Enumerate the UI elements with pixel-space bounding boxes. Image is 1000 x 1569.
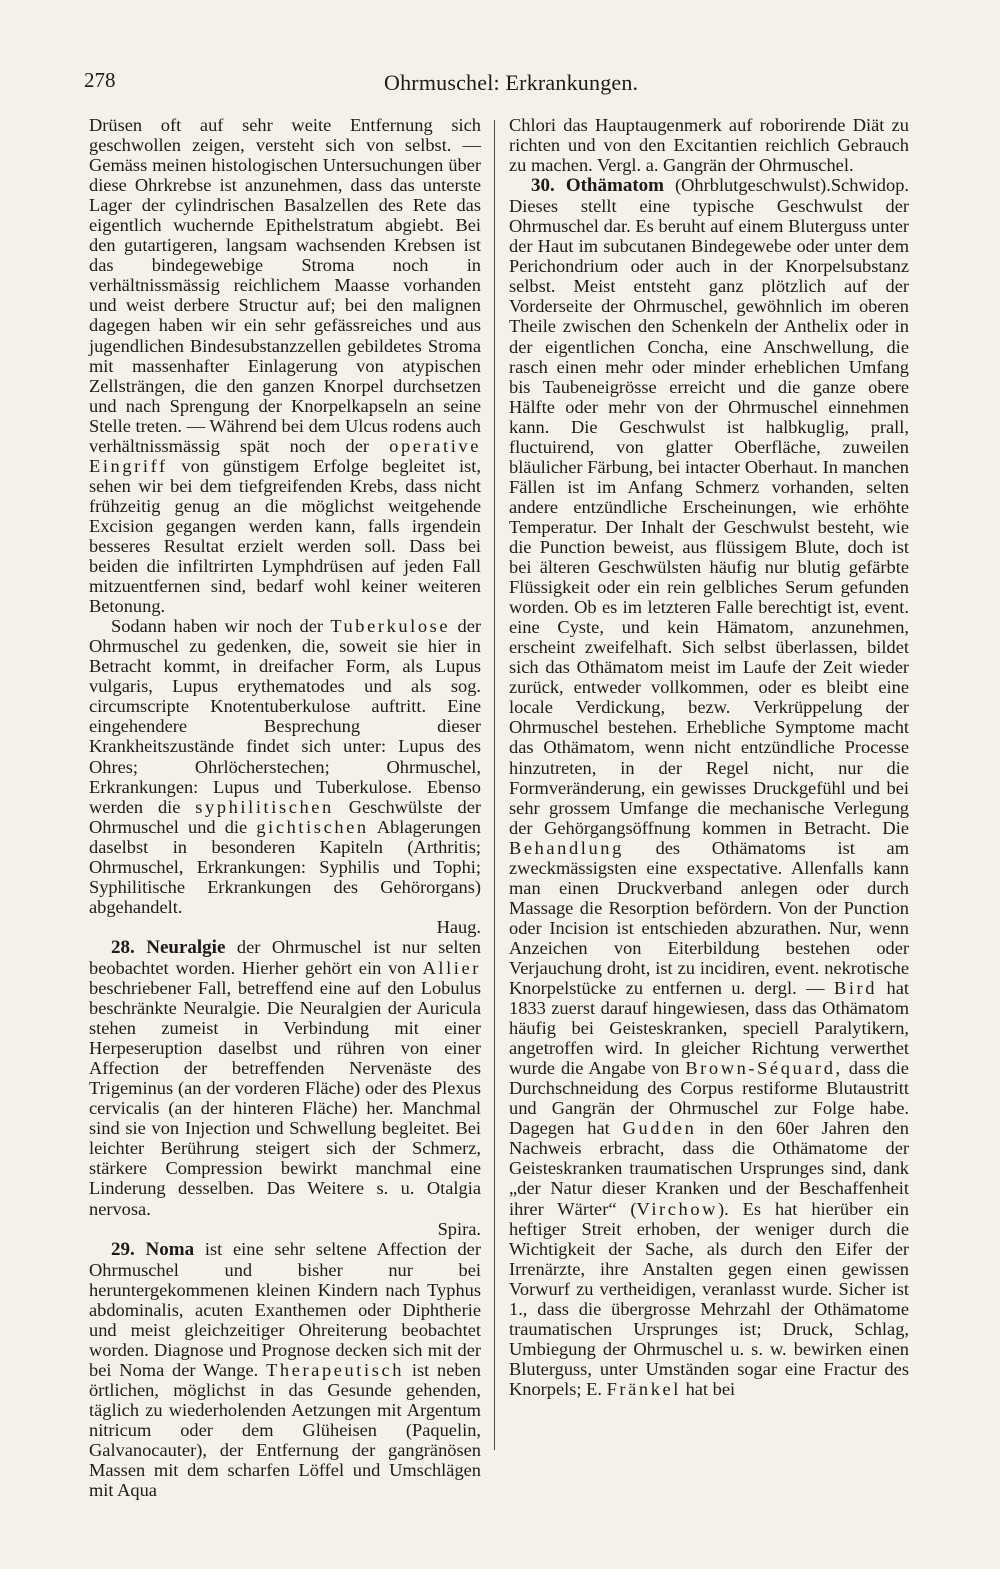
running-title: Ohrmuschel: Erkrankungen.	[384, 70, 639, 95]
spaced-term: Bird	[833, 978, 878, 999]
section-heading: Noma	[145, 1238, 195, 1260]
paragraph-noma-continued: Chlori das Hauptaugenmerk auf roborirende Diät zu richten und von den Excitantien reichlich Gebrauch zu machen. Vergl. a. Gangrän der Ohrmuschel. Schwidop.	[509, 115, 909, 196]
author-signature: Haug.	[436, 916, 481, 937]
section-number: 30.	[531, 175, 555, 197]
spaced-term: Allier	[422, 957, 481, 978]
spaced-term: Gudden	[622, 1118, 697, 1139]
paragraph-cancer: Drüsen oft auf sehr weite Entfernung sich geschwollen zeigen, versteht sich von selbst. — Gemäss meinen histologischen Untersuchungen über diese Ohrkrebse ist anzunehmen, dass das unterste Lager der cylindrischen Basalzellen des Rete das eigentlich wuchernde Epithelstratum abgiebt. Bei den gutartigeren, langsam wachsenden Krebsen ist das bindegewebige Stroma noch in verhältnissmässig reichlichem Maasse vorhanden und weist derbere Structur auf; bei den malignen dagegen haben wir ein sehr gefässreiches und aus jugendlichen Bindesubstanzzellen gebildetes Stroma mit massenhafter Einlagerung von atypischen Zellsträngen, die den ganzen Knorpel durchsetzen und nach Sprengung der Knorpelkapseln an seine Stelle treten. — Während bei dem Ulcus rodens auch verhältnissmässig spät noch der operative Eingriff von günstigem Erfolge begleitet ist, sehen wir bei dem tiefgreifenden Krebs, dass nicht frühzeitig genug an die möglichst weitgehende Excision gegangen werden kann, falls irgendein besseres Resultat erzielt werden soll. Dass bei beiden die infiltrirten Lymphdrüsen auf jeden Fall mitzuentfernen sind, bedarf wohl keiner weiteren Betonung.	[89, 115, 481, 617]
spaced-term: gichtischen	[256, 816, 369, 837]
right-column	[509, 115, 909, 1399]
spaced-term: Tuberkulose	[330, 616, 451, 637]
section-number: 29.	[111, 1238, 135, 1260]
spaced-term: Therapeutisch	[266, 1359, 405, 1380]
paragraph-tuberculosis: Sodann haben wir noch der Tuberkulose der Ohrmuschel zu gedenken, die, soweit sie hier in Betracht kommt, in dreifacher Form, als Lupus vulgaris, Lupus erythematodes und als sog. circumscripte Knotentuberkulose auftritt. Eine eingehendere Besprechung dieser Krankheitszustände findet sich unter: Lupus des Ohres; Ohrlöcherstechen; Ohrmuschel, Erkrankungen: Lupus und Tuberkulose. Ebenso werden die syphilitischen Geschwülste der Ohrmuschel und die gichtischen Ablagerungen daselbst in besonderen Kapiteln (Arthritis; Ohrmuschel, Erkrankungen: Syphilis und Tophi; Syphilitische Erkrankungen des Gehörorgans) abgehandelt.	[89, 616, 481, 917]
page-number: 278	[84, 68, 116, 92]
section-number: 28.	[111, 936, 135, 958]
spaced-term: Behandlung	[509, 837, 624, 858]
left-column	[89, 115, 481, 1500]
spaced-term: syphilitischen	[195, 796, 334, 817]
section-heading: Othämatom	[565, 175, 664, 197]
page-header	[84, 62, 914, 106]
column-divider	[494, 120, 495, 1450]
author-signature: Schwidop.	[830, 175, 909, 196]
author-signature: Spira.	[437, 1218, 481, 1239]
spaced-term: Brown-Séquard,	[685, 1058, 843, 1079]
section-neuralgia: 28. Neuralgie der Ohrmuschel ist nur selten beobachtet worden. Hierher gehört ein von Allier beschriebener Fall, betreffend eine auf den Lobulus beschränkte Neuralgie. Die Neuralgien der Auricula stehen zumeist in Verbindung mit einer Herpeseruption daselbst und rühren von einer Affection der betreffenden Nervenäste des Trigeminus (an der vorderen Fläche) oder des Plexus cervicalis (an der hinteren Fläche) her. Manchmal sind sie von Injection und Schwellung begleitet. Bei leichter Berührung steigert sich der Schmerz, stärkere Compression bewirkt manchmal eine Linderung desselben. Das Weitere s. u. Otalgia nervosa.	[89, 936, 481, 1219]
section-othaematoma: 30. Othämatom (Ohrblutgeschwulst). Dieses stellt eine typische Geschwulst der Ohrmuschel dar. Es beruht auf einem Bluterguss unter der Haut im subcutanen Bindegewebe oder unter dem Perichondrium oder auch in der Knorpelsubstanz selbst. Meist entsteht ganz plötzlich auf der Vorderseite der Ohrmuschel, gewöhnlich im oberen Theile zwischen den Schenkeln der Anthelix oder in der eigentlichen Concha, eine Anschwellung, die rasch einen mehr oder minder erheblichen Umfang bis Taubeneigrösse erreicht und die ganze obere Hälfte oder mehr von der Ohrmuschel einnehmen kann. Die Geschwulst ist halbkuglig, prall, fluctuirend, von glatter Oberfläche, zuweilen bläulicher Färbung, bei intacter Oberhaut. In manchen Fällen ist im Anfang Schmerz vorhanden, selten andere entzündliche Erscheinungen, wie erhöhte Temperatur. Der Inhalt der Geschwulst besteht, wie die Punction beweist, aus flüssigem Blute, doch ist bei älteren Geschwülsten häufig nur blutig gefärbte Flüssigkeit oder ein rein gelbliches Serum gefunden worden. Ob es im letzteren Falle berechtigt ist, event. eine Cyste, und kein Hämatom, anzunehmen, erscheint zweifelhaft. Sich selbst überlassen, bildet sich das Othämatom meist im Laufe der Zeit wieder zurück, entweder vollkommen, oder es bleibt eine locale Verdickung, bezw. Verkrüppelung der Ohrmuschel bestehen. Erhebliche Symptome macht das Othämatom, wenn nicht entzündliche Processe hinzutreten, in der Regel nicht, nur die Formveränderung, ein gewisses Druckgefühl und bei sehr grossem Umfange die mechanische Verlegung der Gehörgangsöffnung kommen in Betracht. Die Behandlung des Othämatoms ist am zweckmässigsten eine exspectative. Allenfalls kann man einen Druckverband anlegen oder durch Massage die Resorption befördern. Von der Punction oder Incision ist entschieden abzurathen. Nur, wenn Anzeichen von Eiterbildung bestehen oder Verjauchung droht, ist zu incidiren, event. nekrotische Knorpelstücke zu entfernen u. dergl. — Bird hat 1833 zuerst darauf hingewiesen, dass das Othämatom häufig bei Geisteskranken, speciell Paralytikern, angetroffen wird. In gleicher Richtung verwerthet wurde die Angabe von Brown-Séquard, dass die Durchschneidung des Corpus restiforme Blutaustritt und Gangrän der Ohrmuschel zur Folge habe. Dagegen hat Gudden in den 60er Jahren den Nachweis erbracht, dass die Othämatome der Geisteskranken traumatischen Ursprunges sind, dank „der Natur dieser Kranken und der Beschaffenheit ihrer Wärter“ (Virchow). Es hat hierüber ein heftiger Streit erhoben, der weniger durch die Wichtigkeit der Sache, als durch den Eifer der Irrenärzte, ihre Anstalten gegen einen gewissen Vorwurf zu vertheidigen, veranlasst wurde. Sicher ist 1., dass die übergrosse Mehrzahl der Othämatome traumatischen Ursprunges ist; Druck, Schlag, Umbiegung der Ohrmuschel u. s. w. bewirken einen Bluterguss, unter Umständen sogar eine Fractur des Knorpels; E. Fränkel hat bei	[509, 175, 909, 1399]
spaced-term: operative Eingriff	[89, 435, 481, 476]
section-noma: 29. Noma ist eine sehr seltene Affection der Ohrmuschel und bisher nur bei heruntergekommenen kleinen Kindern nach Typhus abdominalis, acuten Exanthemen oder Diphtherie und meist gleichzeitiger Ohreiterung beobachtet worden. Diagnose und Prognose decken sich mit der bei Noma der Wange. Therapeutisch ist neben örtlichen, möglichst in das Gesunde gehenden, täglich zu wiederholenden Aetzungen mit Argentum nitricum oder dem Glüheisen (Paquelin, Galvanocauter), der Entfernung der gangränösen Massen mit dem scharfen Löffel und Umschlägen mit Aqua	[89, 1238, 481, 1501]
section-heading: Neuralgie	[146, 936, 226, 958]
spaced-term: Fränkel	[606, 1378, 681, 1399]
spaced-term: Virchow	[636, 1198, 718, 1219]
